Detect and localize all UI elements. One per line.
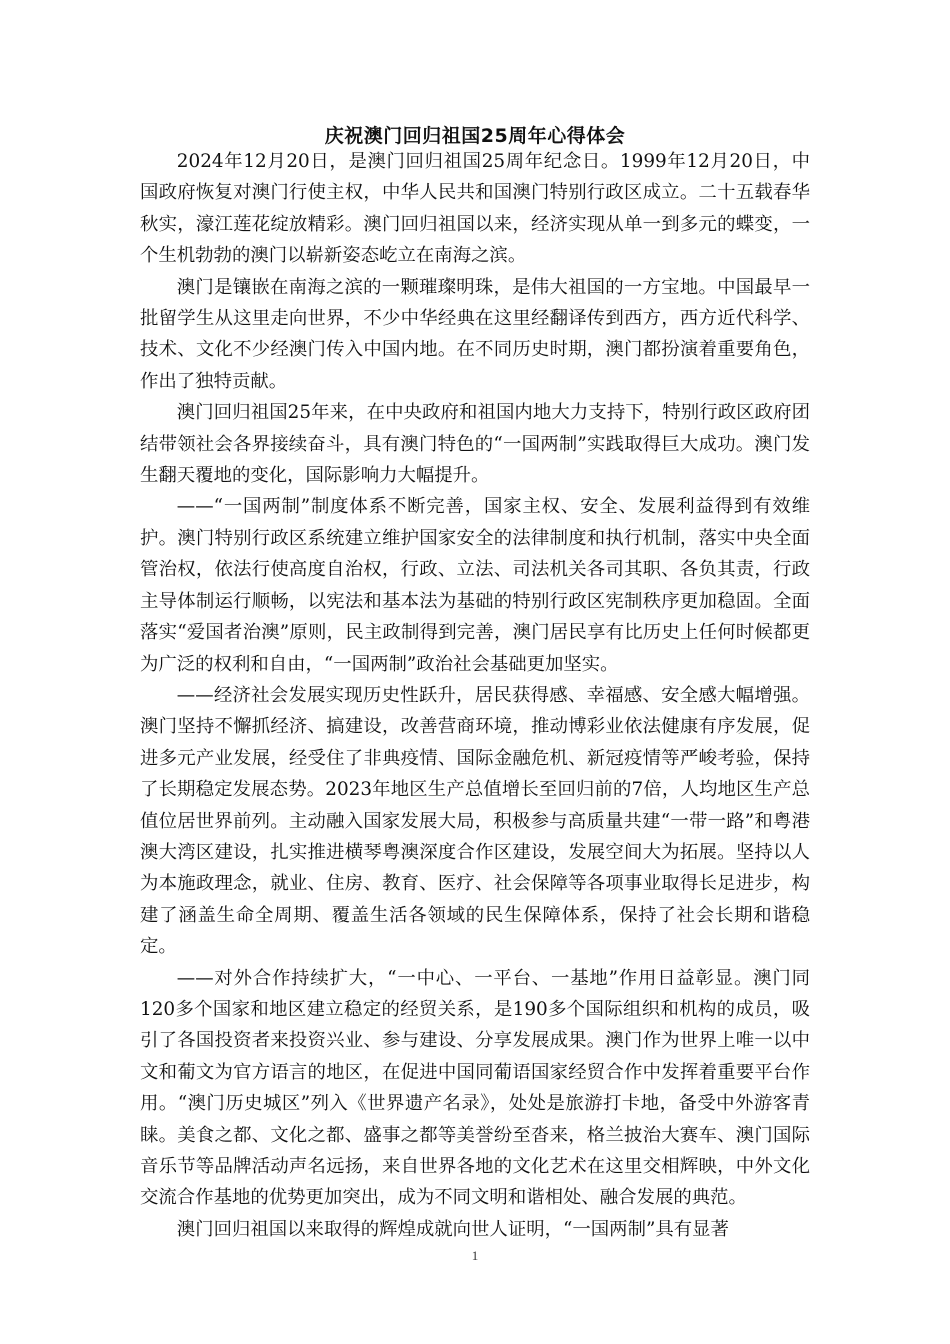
document-title: 庆祝澳门回归祖国25周年心得体会 <box>324 125 626 147</box>
paragraph: 2024年12月20日，是澳门回归祖国25周年纪念日。1999年12月20日，中国政府恢复对澳门行使主权，中华人民共和国澳门特别行政区成立。二十五载春华秋实，濠江莲花绽放精彩。澳门回归祖国以来，经济实现从单一到多元的蝶变，一个生机勃勃的澳门以崭新姿态屹立在南海之滨。 <box>140 151 810 267</box>
paragraph: 澳门回归祖国以来取得的辉煌成就向世人证明，“一国两制”具有显著 <box>176 1218 729 1240</box>
paragraph: ——经济社会发展实现历史性跃升，居民获得感、幸福感、安全感大幅增强。澳门坚持不懈抓经济、搞建设，改善营商环境，推动博彩业依法健康有序发展，促进多元产业发展，经受住了非典疫情、国际金融危机、新冠疫情等严峻考验，保持了长期稳定发展态势。2023年地区生产总值增长至回归前的7倍，人均地区生产总值位居世界前列。主动融入国家发展大局，积极参与高质量共建“一带一路”和粤港澳大湾区建设，扎实推进横琴粤澳深度合作区建设，发展空间大为拓展。坚持以人为本施政理念，就业、住房、教育、医疗、社会保障等各项事业取得长足进步，构建了涵盖生命全周期、覆盖生活各领域的民生保障体系，保持了社会长期和谐稳定。 <box>140 684 810 958</box>
paragraph: ——“一国两制”制度体系不断完善，国家主权、安全、发展利益得到有效维护。澳门特别行政区系统建立维护国家安全的法律制度和执行机制，落实中央全面管治权，依法行使高度自治权，行政、立法、司法机关各司其职、各负其责，行政主导体制运行顺畅，以宪法和基本法为基础的特别行政区宪制秩序更加稳固。全面落实“爱国者治澳”原则，民主政制得到完善，澳门居民享有比历史上任何时候都更为广泛的权利和自由，“一国两制”政治社会基础更加坚实。 <box>140 496 810 675</box>
document-body <box>140 146 810 1245</box>
paragraph: 澳门是镶嵌在南海之滨的一颗璀璨明珠，是伟大祖国的一方宝地。中国最早一批留学生从这里走向世界，不少中华经典在这里经翻译传到西方，西方近代科学、技术、文化不少经澳门传入中国内地。在不同历史时期，澳门都扮演着重要角色，作出了独特贡献。 <box>140 276 810 392</box>
paragraph: ——对外合作持续扩大，“一中心、一平台、一基地”作用日益彰显。澳门同120多个国家和地区建立稳定的经贸关系，是190多个国际组织和机构的成员，吸引了各国投资者来投资兴业、参与建设、分享发展成果。澳门作为世界上唯一以中文和葡文为官方语言的地区，在促进中国同葡语国家经贸合作中发挥着重要平台作用。“澳门历史城区”列入《世界遗产名录》，处处是旅游打卡地，备受中外游客青睐。美食之都、文化之都、盛事之都等美誉纷至沓来，格兰披治大赛车、澳门国际音乐节等品牌活动声名远扬，来自世界各地的文化艺术在这里交相辉映，中外文化交流合作基地的优势更加突出，成为不同文明和谐相处、融合发展的典范。 <box>140 967 810 1209</box>
page-number: 1 <box>471 1248 479 1263</box>
paragraph: 澳门回归祖国25年来，在中央政府和祖国内地大力支持下，特别行政区政府团结带领社会各界接续奋斗，具有澳门特色的“一国两制”实践取得巨大成功。澳门发生翻天覆地的变化，国际影响力大幅提升。 <box>140 402 810 487</box>
